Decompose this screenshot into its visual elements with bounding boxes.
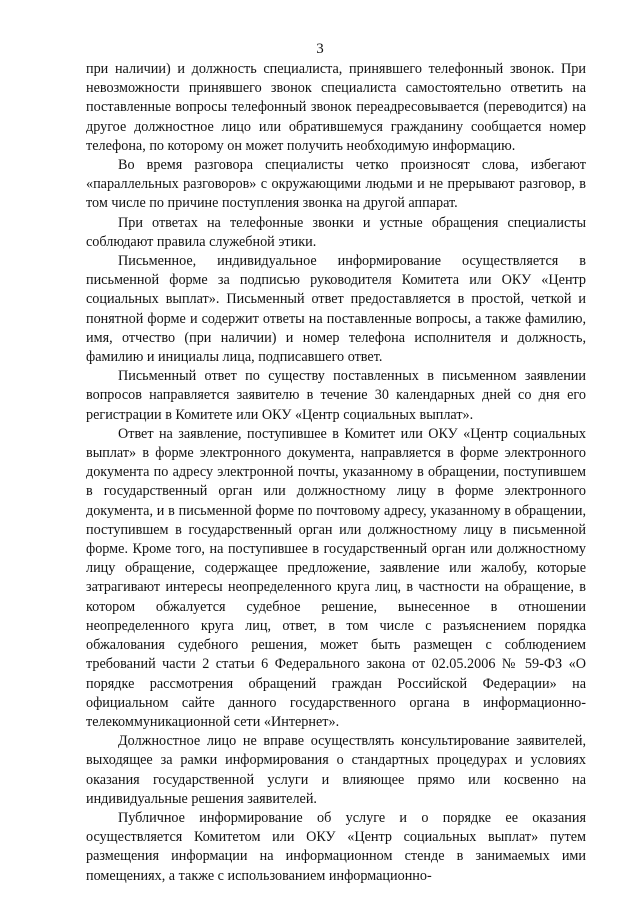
paragraph-written-informing: Письменное, индивидуальное информирование осуществляется в письменной форме за подписью руководителя Комитета или ОКУ «Центр социальных выплат». Письменный ответ предоставляется в простой, четкой и понятной форме и содержит ответы на поставленные вопросы, а также фамилию, имя, отчество (при наличии) и номер телефона исполнителя и должность, фамилию и инициалы лица, подписавшего ответ. <box>86 253 586 366</box>
paragraph-call-continuation: при наличии) и должность специалиста, принявшего телефонный звонок. При невозможности принявшего звонок специалиста самостоятельно ответить на поставленные вопросы телефонный звонок переадресовывается (переводится) на другое должностное лицо или обратившемуся гражданину сообщается номер телефона, по которому он может получить необходимую информацию. <box>86 61 586 154</box>
paragraph-public-informing: Публичное информирование об услуге и о порядке ее оказания осуществляется Комитетом или ОКУ «Центр социальных выплат» путем размещения информации на информационном стенде в занимаемых ими помещениях, а также с использованием информационно- <box>86 809 586 884</box>
document-body <box>86 60 586 886</box>
paragraph-conversation-rules: Во время разговора специалисты четко произносят слова, избегают «параллельных разговоров» с окружающими людьми и не прерывают разговор, в том числе по причине поступления звонка на другой аппарат. <box>86 157 586 212</box>
page-number: 3 <box>316 41 324 57</box>
paragraph-electronic-response: Ответ на заявление, поступившее в Комитет или ОКУ «Центр социальных выплат» в форме электронного документа, направляется в форме электронного документа по адресу электронной почты, указанному в обращении, поступившем в государственный орган или должностному лицу в форме электронного документа, и в письменной форме по почтовому адресу, указанному в обращении, поступившем в государственный орган или должностному лицу в письменной форме. Кроме того, на поступившее в государственный орган или должностному лицу обращение, содержащее предложение, заявление или жалобу, которые затрагивают интересы неопределенного круга лиц, в частности на обращение, в котором обжалуется судебное решение, вынесенное в отношении неопределенного круга лиц, ответ, в том числе с разъяснением порядка обжалования судебного решения, может быть размещен с соблюдением требований части 2 статьи 6 Федерального закона от 02.05.2006 № 59-ФЗ «О порядке рассмотрения обращений граждан Российской Федерации» на официальном сайте данного государственного органа в информационно-телекоммуникационной сети «Интернет». <box>86 425 586 730</box>
paragraph-response-deadline: Письменный ответ по существу поставленных в письменном заявлении вопросов направляется заявителю в течение 30 календарных дней со дня его регистрации в Комитете или ОКУ «Центр социальных выплат». <box>86 368 586 423</box>
paragraph-service-ethics: При ответах на телефонные звонки и устные обращения специалисты соблюдают правила служебной этики. <box>86 214 586 250</box>
paragraph-consulting-limits: Должностное лицо не вправе осуществлять консультирование заявителей, выходящее за рамки информирования о стандартных процедурах и условиях оказания государственной услуги и влияющее прямо или косвенно на индивидуальные решения заявителей. <box>86 733 586 807</box>
